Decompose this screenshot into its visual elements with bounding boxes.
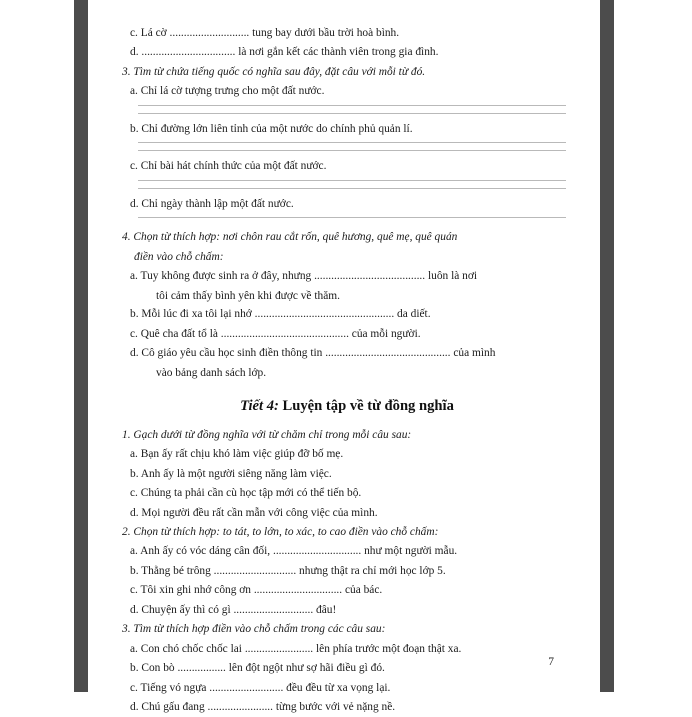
left-gutter-band [74, 0, 88, 692]
answer-rule [138, 150, 566, 151]
exercise3-top-prompt: Tìm từ chứa tiếng quốc có nghĩa sau đây, đặt câu với mỗi từ đó. [133, 65, 426, 78]
top-item-d: d. ................................. là nơi gắn kết các thành viên trong gia đình. [130, 46, 439, 59]
exercise4-heading [122, 228, 572, 246]
page-content [88, 0, 600, 714]
answer-rule [138, 113, 566, 114]
exercise3-item-a: a. Con chó chốc chốc lai ........................ lên phía trước một đoạn thật xa. [130, 642, 462, 655]
answer-rule [138, 180, 566, 181]
exercise1-heading [122, 426, 572, 444]
exercise4-item-d-cont: vào bảng danh sách lớp. [156, 366, 267, 379]
exercise2-prompt: Chọn từ thích hợp: to tát, to lớn, to xác, to cao điền vào chỗ chấm: [133, 526, 439, 539]
exercise2-item-a: a. Anh ấy có vóc dáng cân đối, ............................... như một người mẫu. [130, 545, 458, 558]
exercise1-item-c: c. Chúng ta phải cần cù học tập mới có thể tiến bộ. [130, 487, 362, 500]
answer-rule [138, 217, 566, 218]
exercise3-top-heading [122, 63, 572, 81]
exercise3-item-c: c. Tiếng vó ngựa .......................... đều đều từ xa vọng lại. [130, 681, 391, 694]
exercise1-item-b: b. Anh ấy là một người siêng năng làm việc. [130, 467, 332, 480]
exercise4-item-a: a. Tuy không được sinh ra ở đây, nhưng ....................................... luôn là nơi [130, 270, 478, 283]
exercise4-item-c: c. Quê cha đất tổ là ............................................. của mỗi người. [130, 327, 421, 340]
section-heading [122, 395, 572, 419]
exercise4-prompt-line1: Chọn từ thích hợp: nơi chôn rau cắt rốn, quê hương, quê mẹ, quê quán [133, 231, 458, 244]
exercise1-item-d: d. Mọi người đều rất cần mẫn với công việc của mình. [130, 506, 378, 519]
right-gutter-band [600, 0, 614, 692]
exercise2-number: 2. [122, 526, 131, 539]
exercise3-item-d: d. Chú gấu đang ....................... từng bước với vẻ nặng nề. [130, 701, 396, 714]
answer-rule [138, 142, 566, 143]
exercise2-item-c: c. Tôi xin ghi nhớ công ơn ............................... của bác. [130, 584, 383, 597]
exercise1-prompt: Gạch dưới từ đồng nghĩa với từ chăm chỉ trong mỗi câu sau: [133, 428, 412, 441]
top-item-c: c. Lá cờ ............................ tung bay dưới bầu trời hoà bình. [130, 27, 400, 39]
exercise2-item-d: d. Chuyện ấy thì có gì ............................ đâu! [130, 603, 337, 616]
exercise3-top-number: 3. [122, 65, 131, 78]
section-title-text: Luyện tập về từ đồng nghĩa [282, 398, 454, 415]
exercise3-prompt: Tìm từ thích hợp điền vào chỗ chấm trong các câu sau: [133, 623, 386, 636]
answer-rule [138, 105, 566, 106]
exercise3-heading [122, 620, 572, 638]
exercise1-number: 1. [122, 428, 131, 441]
exercise3-top-item-a: a. Chỉ lá cờ tượng trưng cho một đất nước. [130, 85, 325, 98]
exercise1-item-a: a. Bạn ấy rất chịu khó làm việc giúp đỡ bố mẹ. [130, 448, 344, 461]
exercise3-top-item-b: b. Chỉ đường lớn liên tỉnh của một nước do chính phủ quản lí. [130, 122, 413, 135]
exercise2-item-b: b. Thằng bé trông ............................. nhưng thật ra chỉ mới học lớp 5. [130, 564, 446, 577]
answer-rule [138, 188, 566, 189]
exercise4-item-d: d. Cô giáo yêu cầu học sinh điền thông tin ............................................ của mình [130, 347, 496, 360]
section-label: Tiết 4: [240, 398, 279, 415]
exercise3-top-item-d: d. Chỉ ngày thành lập một đất nước. [130, 197, 294, 210]
exercise4-prompt-line2: điền vào chỗ chấm: [134, 250, 224, 263]
exercise4-item-b: b. Mỗi lúc đi xa tôi lại nhớ ................................................. da diết. [130, 308, 431, 321]
page-number: 7 [548, 656, 554, 668]
exercise3-item-b: b. Con bò ................. lên đột ngột như sợ hãi điều gì đó. [130, 662, 385, 675]
exercise4-item-a-cont: tôi cảm thấy bình yên khi được về thăm. [156, 289, 340, 302]
exercise2-heading [122, 523, 572, 541]
exercise4-number: 4. [122, 231, 131, 244]
exercise3-number: 3. [122, 623, 131, 636]
exercise3-top-item-c: c. Chỉ bài hát chính thức của một đất nước. [130, 160, 327, 173]
